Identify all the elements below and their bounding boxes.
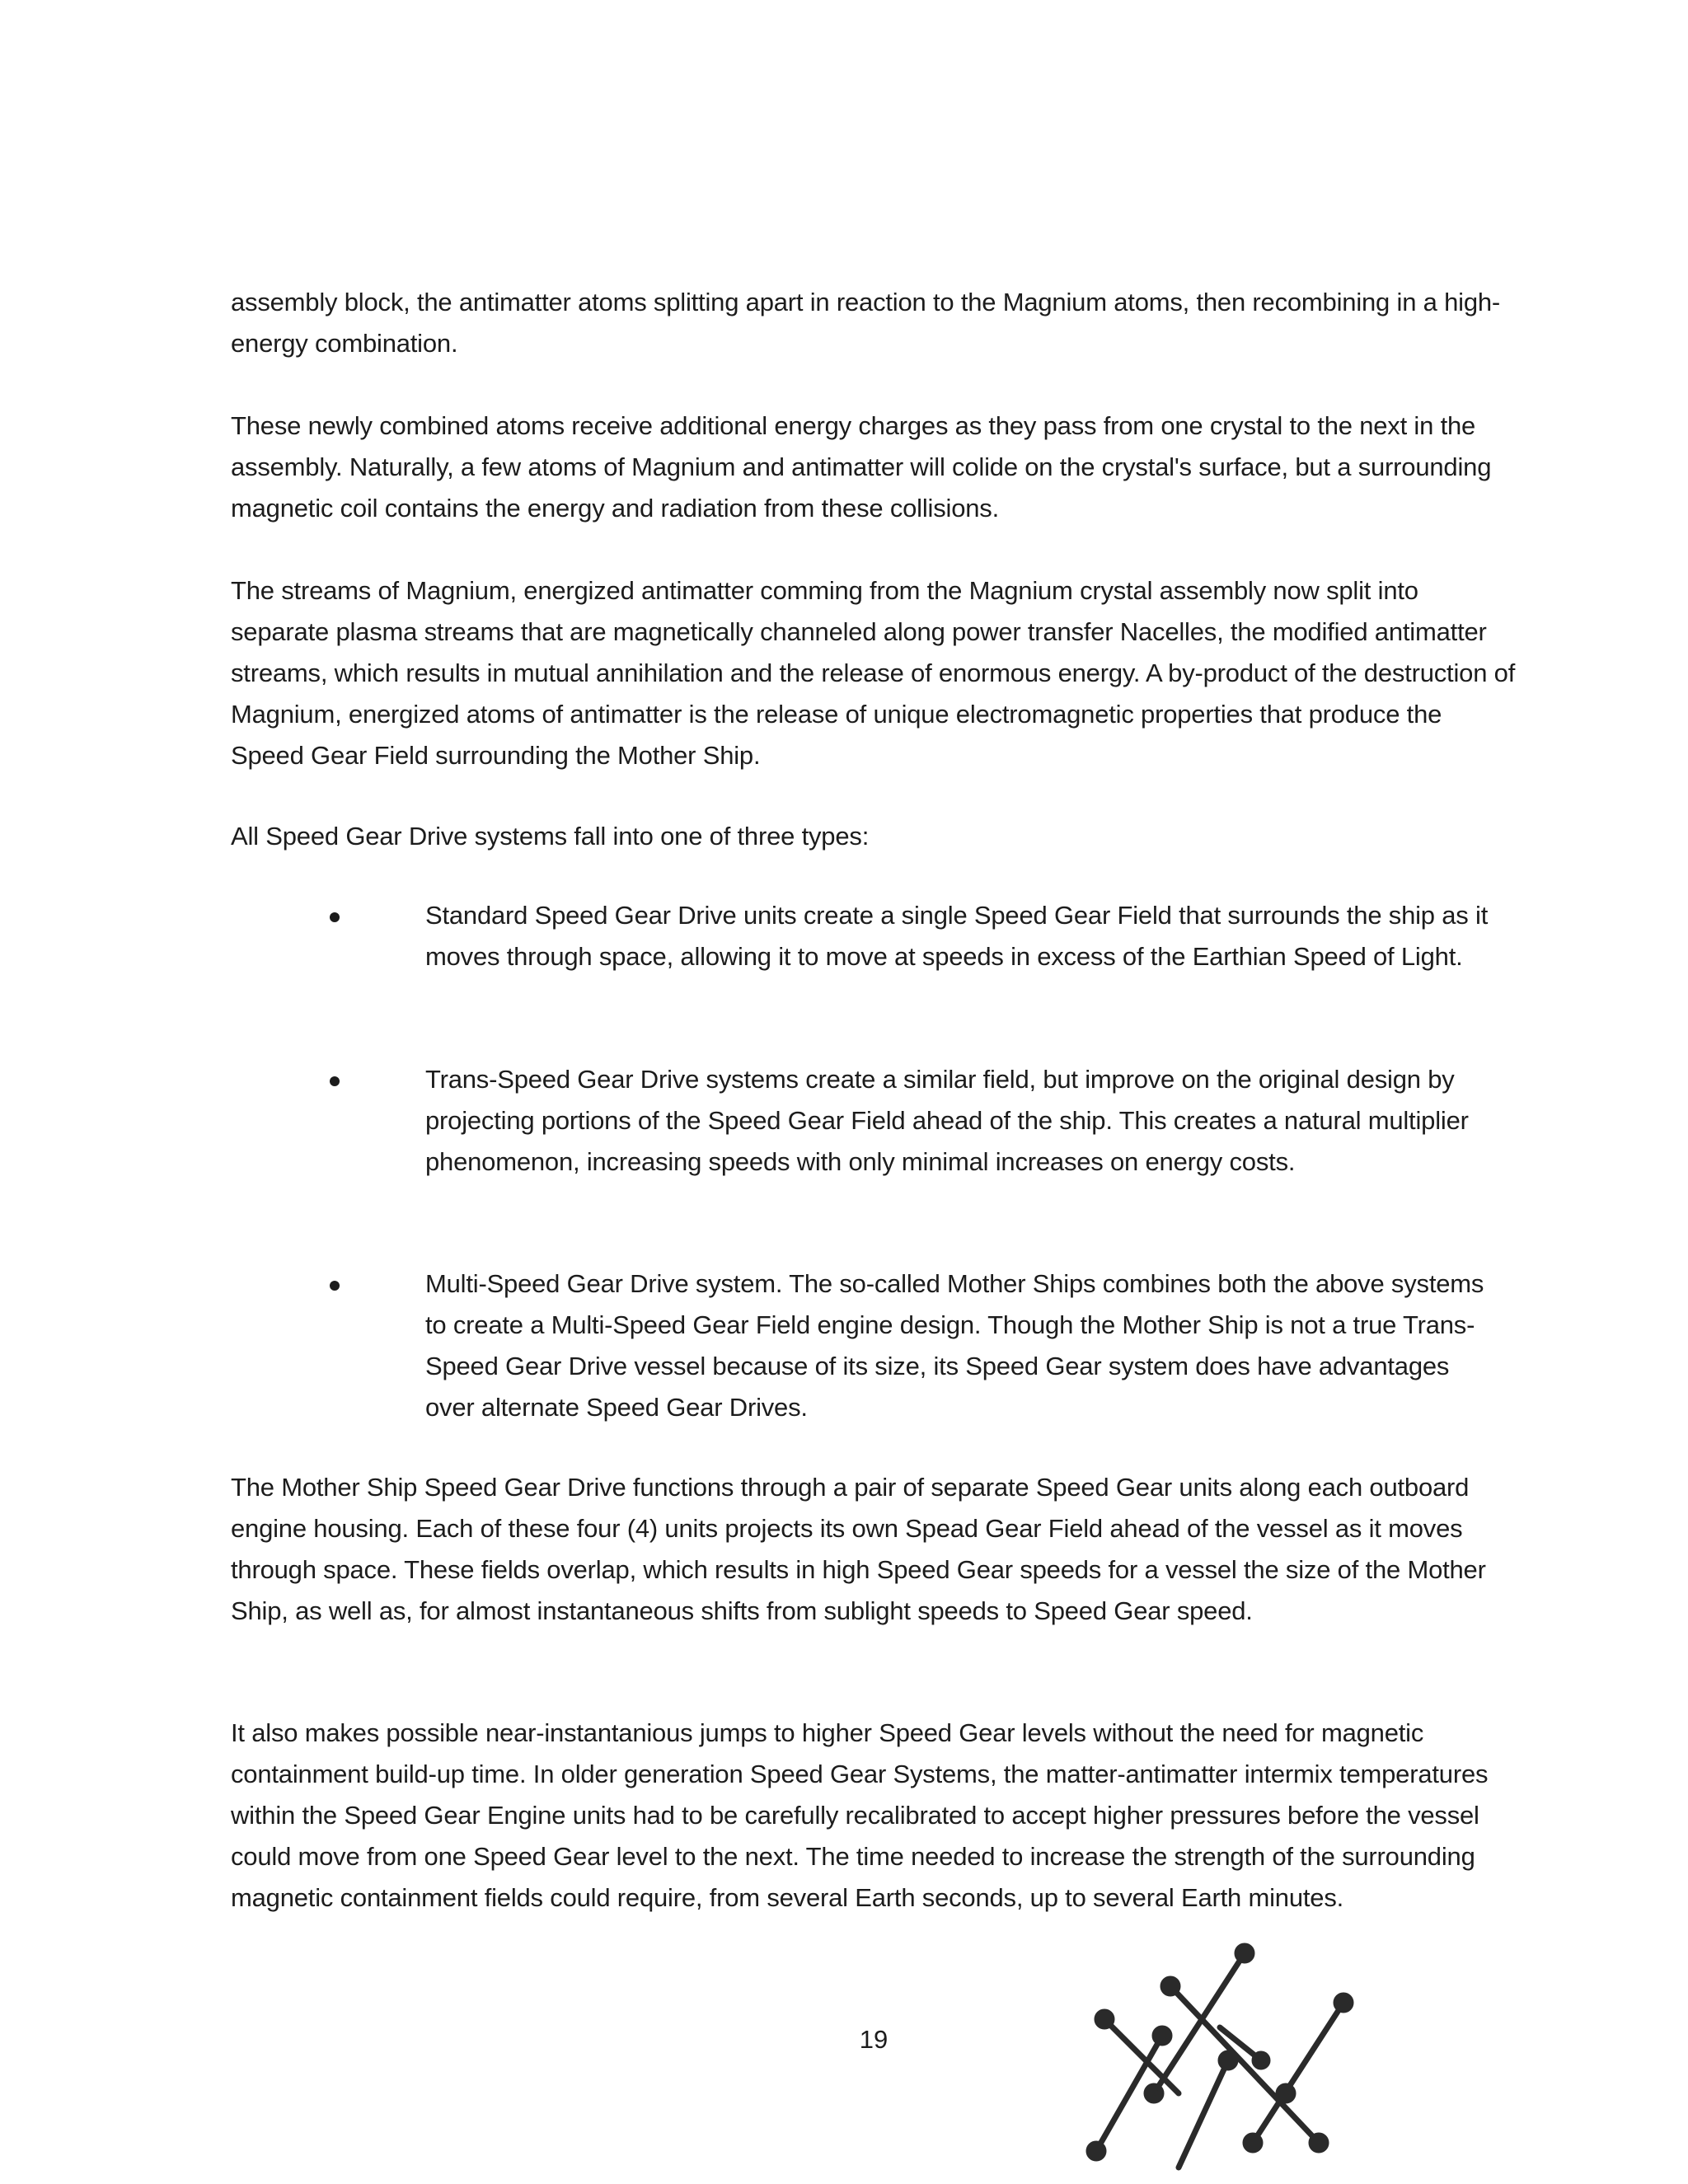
- list-item: [231, 895, 1517, 977]
- paragraph-drive-types-intro: All Speed Gear Drive systems fall into one of three types:: [231, 822, 870, 851]
- bullet-icon: [330, 912, 340, 922]
- page-number: 19: [859, 2025, 889, 2054]
- paragraph-assembly-block: assembly block, the antimatter atoms splitting apart in reaction to the Magnium atoms, then recombining in a high-energy combination.: [231, 288, 1501, 358]
- list-item-text: Multi-Speed Gear Drive system. The so-called Mother Ships combines both the above systems to create a Multi-Speed Gear Field engine design. Though the Mother Ship is not a true Trans-Speed Gear Drive vessel because of its size, its Speed Gear system does have advantages over alternate Speed Gear Drives.: [425, 1269, 1484, 1422]
- paragraph-magnium-streams: The streams of Magnium, energized antimatter comming from the Magnium crystal assembly now split into separate plasma streams that are magnetically channeled along power transfer Nacelles, the modified antimatter streams, which results in mutual annihilation and the release of enormous energy. A by-product of the destruction of Magnium, energized atoms of antimatter is the release of unique electromagnetic properties that produce the Speed Gear Field surrounding the Mother Ship.: [231, 576, 1516, 770]
- paragraph-mother-ship-drive: The Mother Ship Speed Gear Drive functions through a pair of separate Speed Gear units along each outboard engine housing. Each of these four (4) units projects its own Spead Gear Field ahead of the vessel as it moves through space. These fields overlap, which results in high Speed Gear speeds for a vessel the size of the Mother Ship, as well as, for almost instantaneous shifts from sublight speeds to Speed Gear speed.: [231, 1473, 1486, 1625]
- list-item-text: Trans-Speed Gear Drive systems create a similar field, but improve on the original design by projecting portions of the Speed Gear Field ahead of the ship. This creates a natural multiplier phenomenon, increasing speeds with only minimal increases on energy costs.: [425, 1065, 1469, 1176]
- paragraph-combined-atoms: These newly combined atoms receive additional energy charges as they pass from one crystal to the next in the assembly. Naturally, a few atoms of Magnium and antimatter will colide on the crystal's surface, but a surrounding magnetic coil contains the energy and radiation from these collisions.: [231, 411, 1492, 523]
- bullet-icon: [330, 1076, 340, 1086]
- paragraph-instantaneous-jumps: It also makes possible near-instantanious jumps to higher Speed Gear levels without the need for magnetic containment build-up time. In older generation Speed Gear Systems, the matter-antimatter intermix temperatures within the Speed Gear Engine units had to be carefully recalibrated to accept higher pressures before the vessel could move from one Speed Gear level to the next. The time needed to increase the strength of the surrounding magnetic containment fields could require, from several Earth seconds, up to several Earth minutes.: [231, 1718, 1489, 1912]
- list-item-text: Standard Speed Gear Drive units create a single Speed Gear Field that surrounds the ship as it moves through space, allowing it to move at speeds in excess of the Earthian Speed of Light.: [425, 901, 1489, 971]
- list-item: [231, 1263, 1517, 1428]
- bullet-icon: [330, 1281, 340, 1291]
- list-item: [231, 1059, 1517, 1183]
- crossed-lines-glyph-icon: [1047, 1937, 1376, 2184]
